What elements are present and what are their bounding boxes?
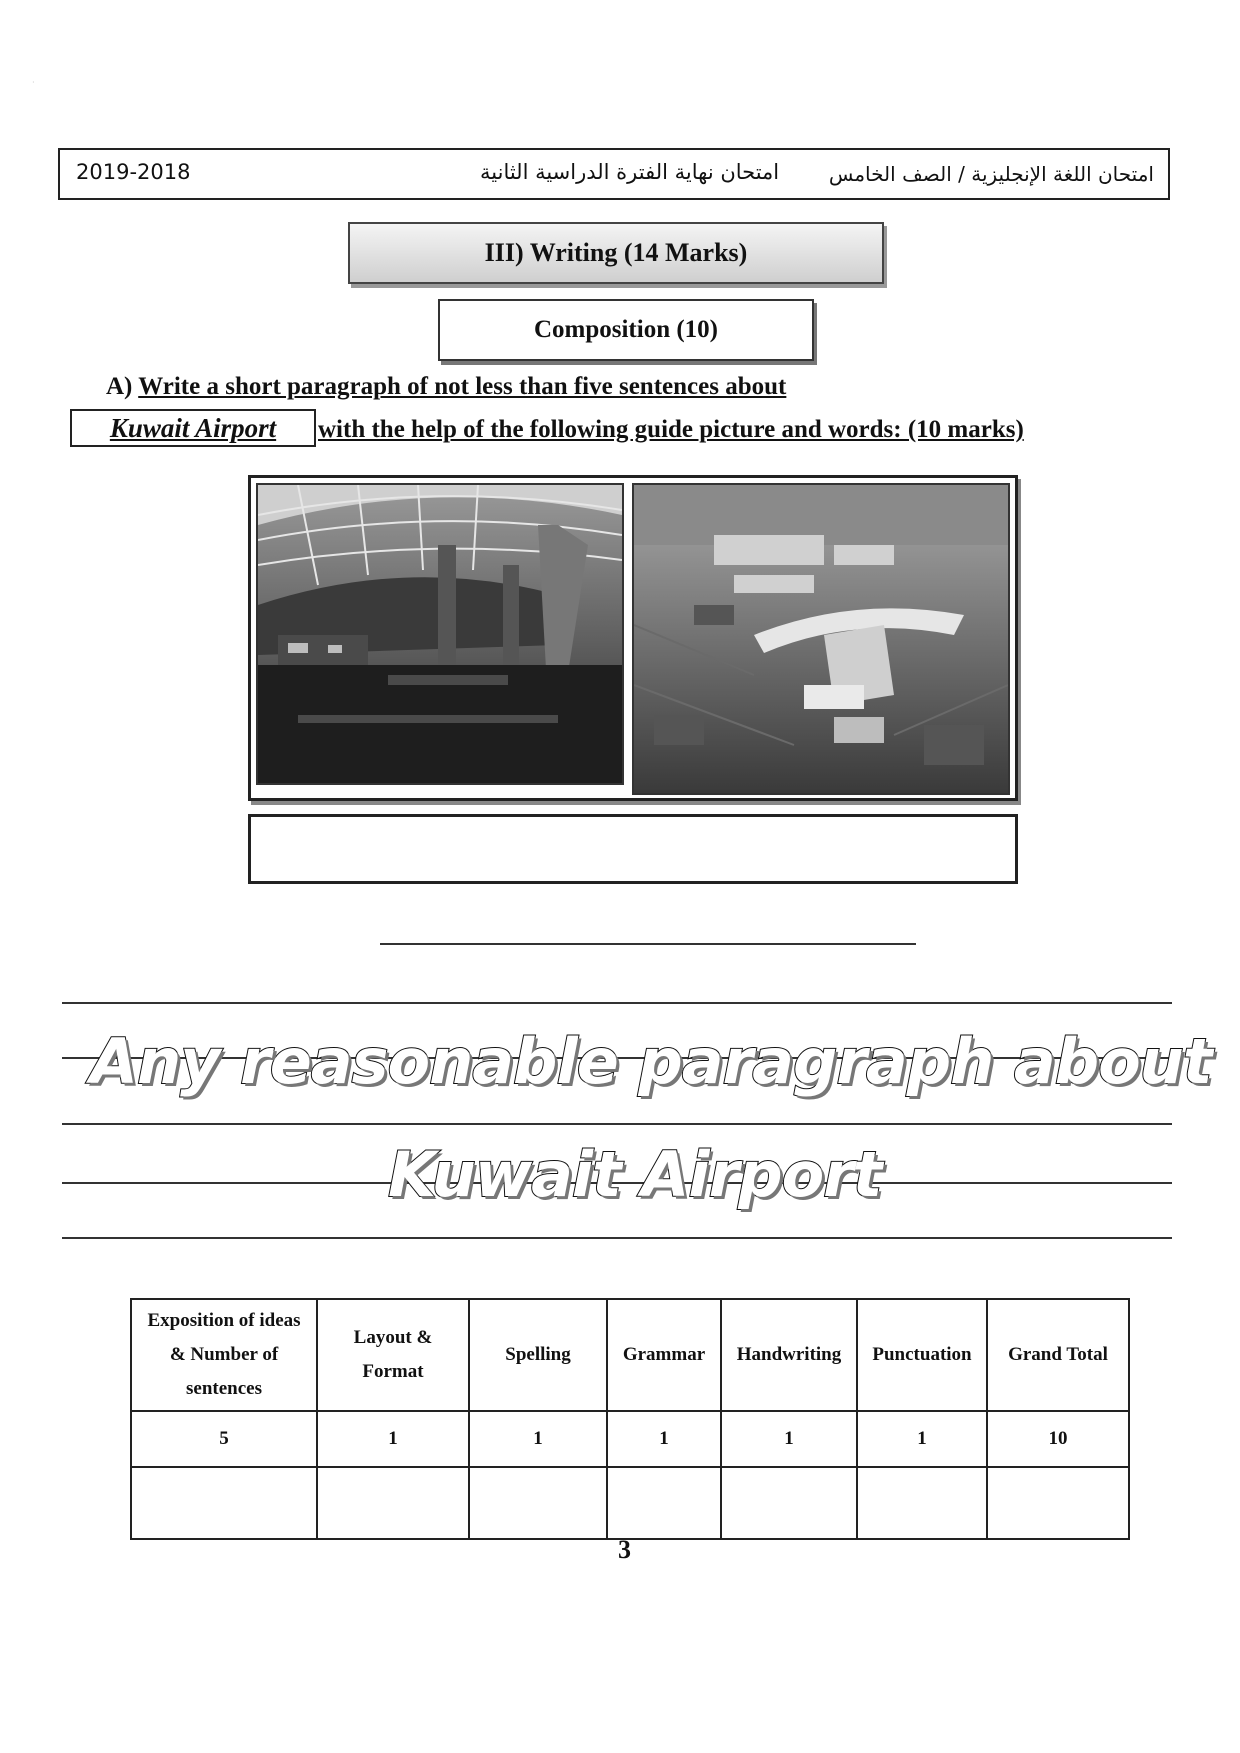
score-entry-cell[interactable] <box>721 1467 857 1539</box>
marks-header-cell: Exposition of ideas & Number of sentences <box>131 1299 317 1411</box>
exam-header <box>58 148 1170 200</box>
score-entry-cell[interactable] <box>469 1467 607 1539</box>
score-entry-cell[interactable] <box>987 1467 1129 1539</box>
marks-value-cell: 1 <box>317 1411 469 1467</box>
marks-header-cell: Spelling <box>469 1299 607 1411</box>
score-entry-cell[interactable] <box>857 1467 987 1539</box>
marks-value-cell: 5 <box>131 1411 317 1467</box>
model-answer-line-1: Any reasonable paragraph about <box>90 1025 1212 1098</box>
score-entry-cell[interactable] <box>131 1467 317 1539</box>
writing-line[interactable] <box>62 1237 1172 1239</box>
marks-header-cell: Grammar <box>607 1299 721 1411</box>
model-answer-line-2: Kuwait Airport <box>388 1138 882 1211</box>
marks-table <box>130 1298 1130 1540</box>
page-number: 3 <box>618 1535 631 1564</box>
scan-mark: · <box>32 78 35 87</box>
marks-table-header-row <box>131 1299 1129 1411</box>
marks-table-score-row <box>131 1467 1129 1539</box>
writing-line[interactable] <box>62 1123 1172 1125</box>
marks-header-cell: Handwriting <box>721 1299 857 1411</box>
score-entry-cell[interactable] <box>607 1467 721 1539</box>
marks-value-cell: 1 <box>469 1411 607 1467</box>
marks-value-cell: 1 <box>607 1411 721 1467</box>
section-title: III) Writing (14 Marks) <box>348 222 884 284</box>
header-term: امتحان نهاية الفترة الدراسية الثانية <box>480 160 780 184</box>
instruction-line-1 <box>106 373 786 401</box>
marks-header-cell: Grand Total <box>987 1299 1129 1411</box>
marks-table-values-row <box>131 1411 1129 1467</box>
marks-value-cell: 1 <box>857 1411 987 1467</box>
guide-words-box <box>248 814 1018 884</box>
title-writing-line[interactable] <box>380 943 916 945</box>
marks-header-cell: Punctuation <box>857 1299 987 1411</box>
marks-value-cell: 10 <box>987 1411 1129 1467</box>
airport-interior-photo <box>256 483 624 785</box>
topic-box: Kuwait Airport <box>70 409 316 447</box>
instruction-line-2: with the help of the following guide picture and words: (10 marks) <box>318 416 1024 443</box>
writing-line[interactable] <box>62 1002 1172 1004</box>
marks-header-cell: Layout & Format <box>317 1299 469 1411</box>
header-subject: امتحان اللغة الإنجليزية / الصف الخامس <box>828 162 1154 186</box>
instruction-label: A) <box>106 373 133 400</box>
score-entry-cell[interactable] <box>317 1467 469 1539</box>
airport-aerial-photo <box>632 483 1010 795</box>
marks-value-cell: 1 <box>721 1411 857 1467</box>
header-year: 2019-2018 <box>76 160 191 184</box>
section-subtitle: Composition (10) <box>438 299 814 361</box>
instruction-text-1: Write a short paragraph of not less than five sentences about <box>138 373 787 400</box>
